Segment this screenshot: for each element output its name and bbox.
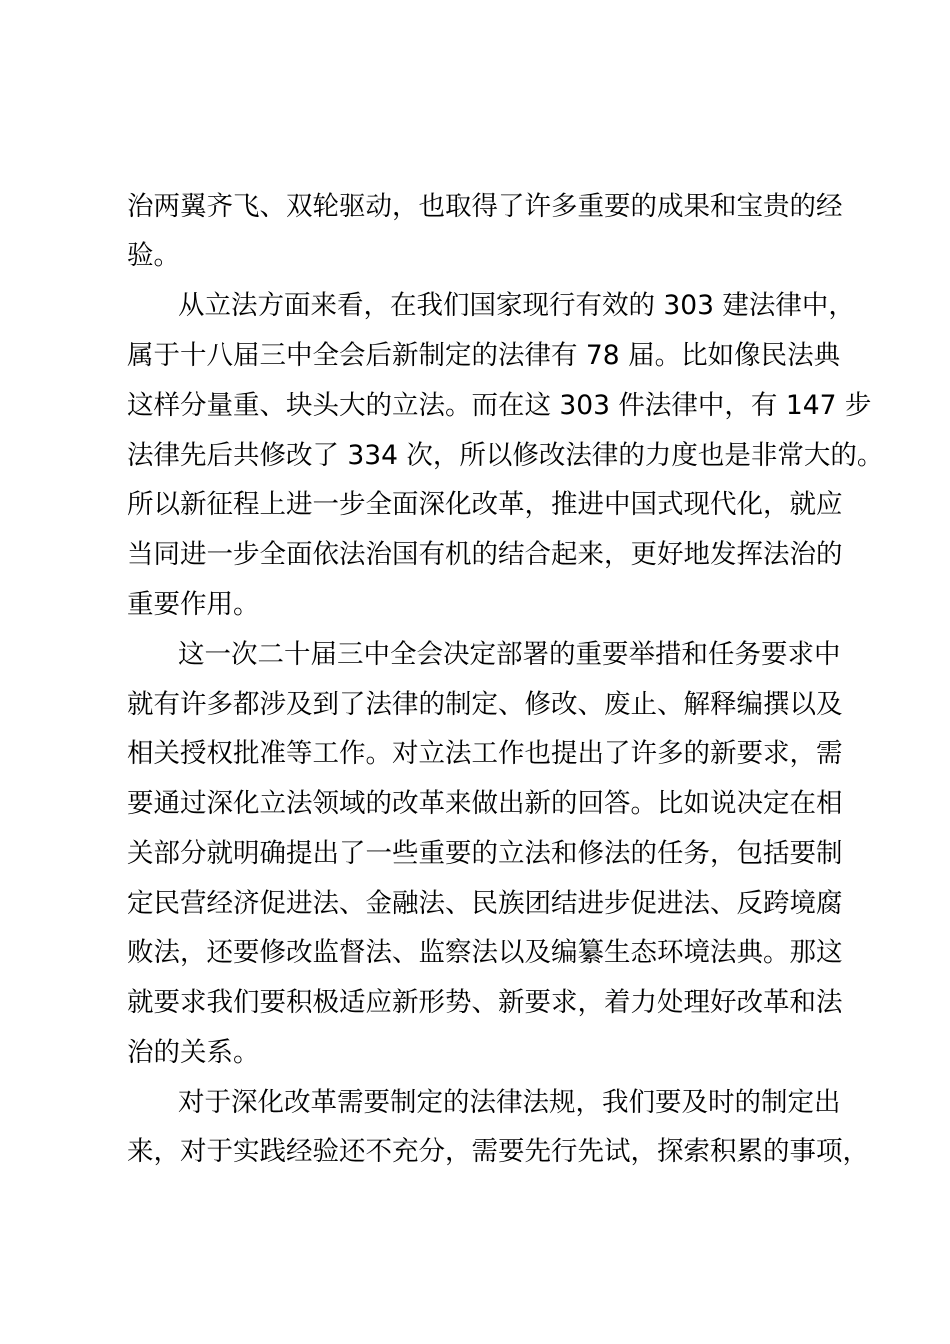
text-line: 就要求我们要积极适应新形势、新要求，着力处理好改革和法	[127, 987, 843, 1018]
text-line: 当同进一步全面依法治国有机的结合起来，更好地发挥法治的	[127, 539, 843, 570]
text-line: 关部分就明确提出了一些重要的立法和修法的任务，包括要制	[127, 838, 843, 869]
paragraph-start-line: 这一次二十届三中全会决定部署的重要举措和任务要求中	[178, 639, 841, 670]
text-line: 要通过深化立法领域的改革来做出新的回答。比如说决定在相	[127, 788, 843, 819]
paragraph-start-line: 从立法方面来看，在我们国家现行有效的 303 建法律中，	[178, 290, 855, 321]
text-line: 相关授权批准等工作。对立法工作也提出了许多的新要求，需	[127, 738, 843, 769]
text-line: 就有许多都涉及到了法律的制定、修改、废止、解释编撰以及	[127, 689, 843, 720]
text-line: 所以新征程上进一步全面深化改革，推进中国式现代化，就应	[127, 489, 843, 520]
paragraph-start-line: 对于深化改革需要制定的法律法规，我们要及时的制定出	[178, 1087, 841, 1118]
text-line: 这样分量重、块头大的立法。而在这 303 件法律中，有 147 步	[127, 390, 872, 421]
text-line: 定民营经济促进法、金融法、民族团结进步促进法、反跨境腐	[127, 888, 843, 919]
text-line: 治的关系。	[127, 1037, 260, 1068]
text-line: 败法，还要修改监督法、监察法以及编纂生态环境法典。那这	[127, 937, 843, 968]
text-line: 属于十八届三中全会后新制定的法律有 78 届。比如像民法典	[127, 340, 841, 371]
text-line: 验。	[127, 240, 180, 271]
text-line: 重要作用。	[127, 589, 260, 620]
text-line: 来，对于实践经验还不充分，需要先行先试，探索积累的事项，	[127, 1136, 869, 1167]
text-line: 法律先后共修改了 334 次，所以修改法律的力度也是非常大的。	[127, 440, 884, 471]
text-line: 治两翼齐飞、双轮驱动，也取得了许多重要的成果和宝贵的经	[127, 191, 843, 222]
